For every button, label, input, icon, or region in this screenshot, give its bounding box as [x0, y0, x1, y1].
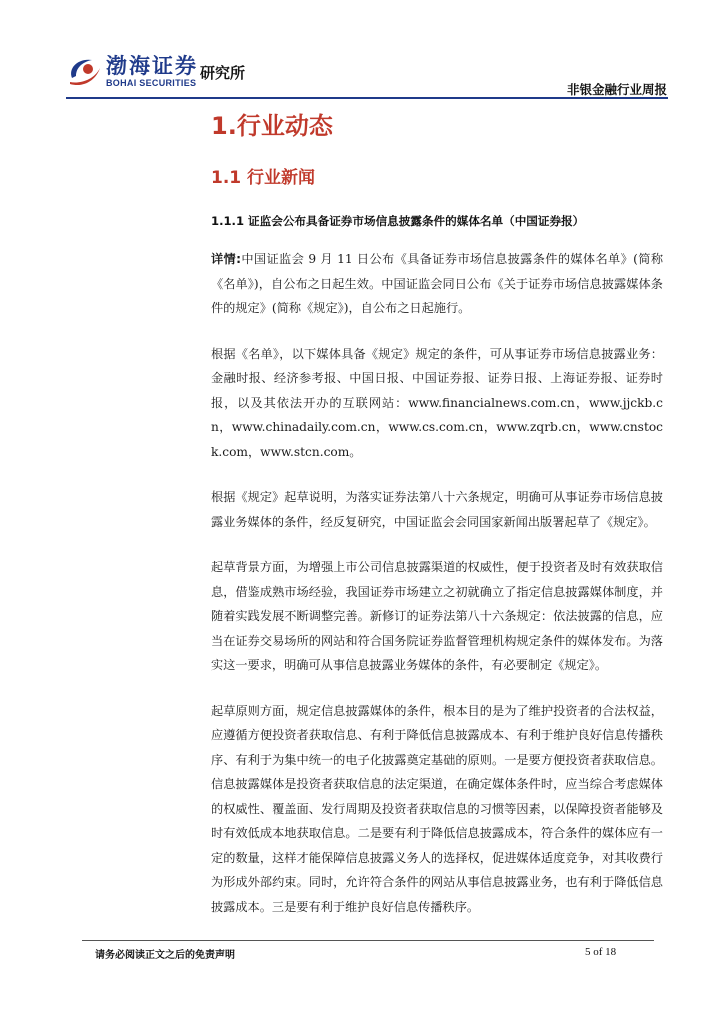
article-body — [211, 247, 663, 940]
company-logo — [66, 50, 266, 94]
details-label: 详情: — [211, 252, 241, 266]
section-heading: 1.行业动态 — [211, 112, 333, 140]
paragraph-media-list: 根据《名单》，以下媒体具备《规定》规定的条件，可从事证券市场信息披露业务：金融时报、经济参考报、中国日报、中国证券报、证券日报、上海证券报、证券时报，以及其依法开办的互联网站：www.financialnews.com.cn，www.jjckb.cn，www.chinadaily.com.cn，www.cs.com.cn，www.zqrb.cn，www.cnstock.com，www.stcn.com。 — [211, 346, 663, 459]
report-title: 非银金融行业周报 — [566, 82, 667, 97]
logo-chinese-name: 渤海证券 — [106, 54, 198, 78]
subsection-heading: 1.1 行业新闻 — [211, 168, 316, 188]
news-item-heading: 1.1.1 证监会公布具备证券市场信息披露条件的媒体名单（中国证券报） — [211, 214, 585, 228]
paragraph-principles: 起草原则方面，规定信息披露媒体的条件，根本目的是为了维护投资者的合法权益，应遵循方便投资者获取信息、有利于降低信息披露成本、有利于维护良好信息传播秩序、有利于为集中统一的电子化披露奠定基础的原则。一是要方便投资者获取信息。信息披露媒体是投资者获取信息的法定渠道，在确定媒体条件时，应当综合考虑媒体的权威性、覆盖面、发行周期及投资者获取信息的习惯等因素，以保障投资者能够及时有效低成本地获取信息。二是要有利于降低信息披露成本，符合条件的媒体应有一定的数量，这样才能保障信息披露义务人的选择权，促进媒体适度竞争，对其收费行为形成外部约束。同时，允许符合条件的网站从事信息披露业务，也有利于降低信息披露成本。三是要有利于维护良好信息传播秩序。 — [211, 703, 663, 914]
paragraph-background: 起草背景方面，为增强上市公司信息披露渠道的权威性，便于投资者及时有效获取信息，借鉴成熟市场经验，我国证券市场建立之初就确立了指定信息披露媒体制度，并随着实践发展不断调整完善。新修订的证券法第八十六条规定：依法披露的信息，应当在证券交易场所的网站和符合国务院证券监督管理机构规定条件的媒体发布。为落实这一要求，明确可从事信息披露业务媒体的条件，有必要制定《规定》。 — [211, 560, 663, 672]
paragraph-drafting-note: 根据《规定》起草说明，为落实证券法第八十六条规定，明确可从事证券市场信息披露业务媒体的条件，经反复研究，中国证监会会同国家新闻出版署起草了《规定》。 — [211, 490, 663, 529]
footer-disclaimer: 请务必阅读正文之后的免责声明 — [95, 950, 235, 961]
footer-divider — [82, 940, 654, 941]
paragraph-text: 中国证监会 9 月 11 日公布《具备证券市场信息披露条件的媒体名单》(简称《名单》)，自公布之日起生效。中国证监会同日公布《关于证券市场信息披露媒体条件的规定》(简称《规定》)，自公布之日起施行。 — [211, 252, 664, 315]
logo-english-name: BOHAI SECURITIES — [106, 78, 197, 88]
page-number: 5 of 18 — [585, 946, 617, 958]
paragraph-details — [211, 247, 663, 321]
bohai-logo-icon — [66, 54, 102, 88]
header-divider — [66, 97, 668, 99]
department-name: 研究所 — [200, 64, 246, 82]
